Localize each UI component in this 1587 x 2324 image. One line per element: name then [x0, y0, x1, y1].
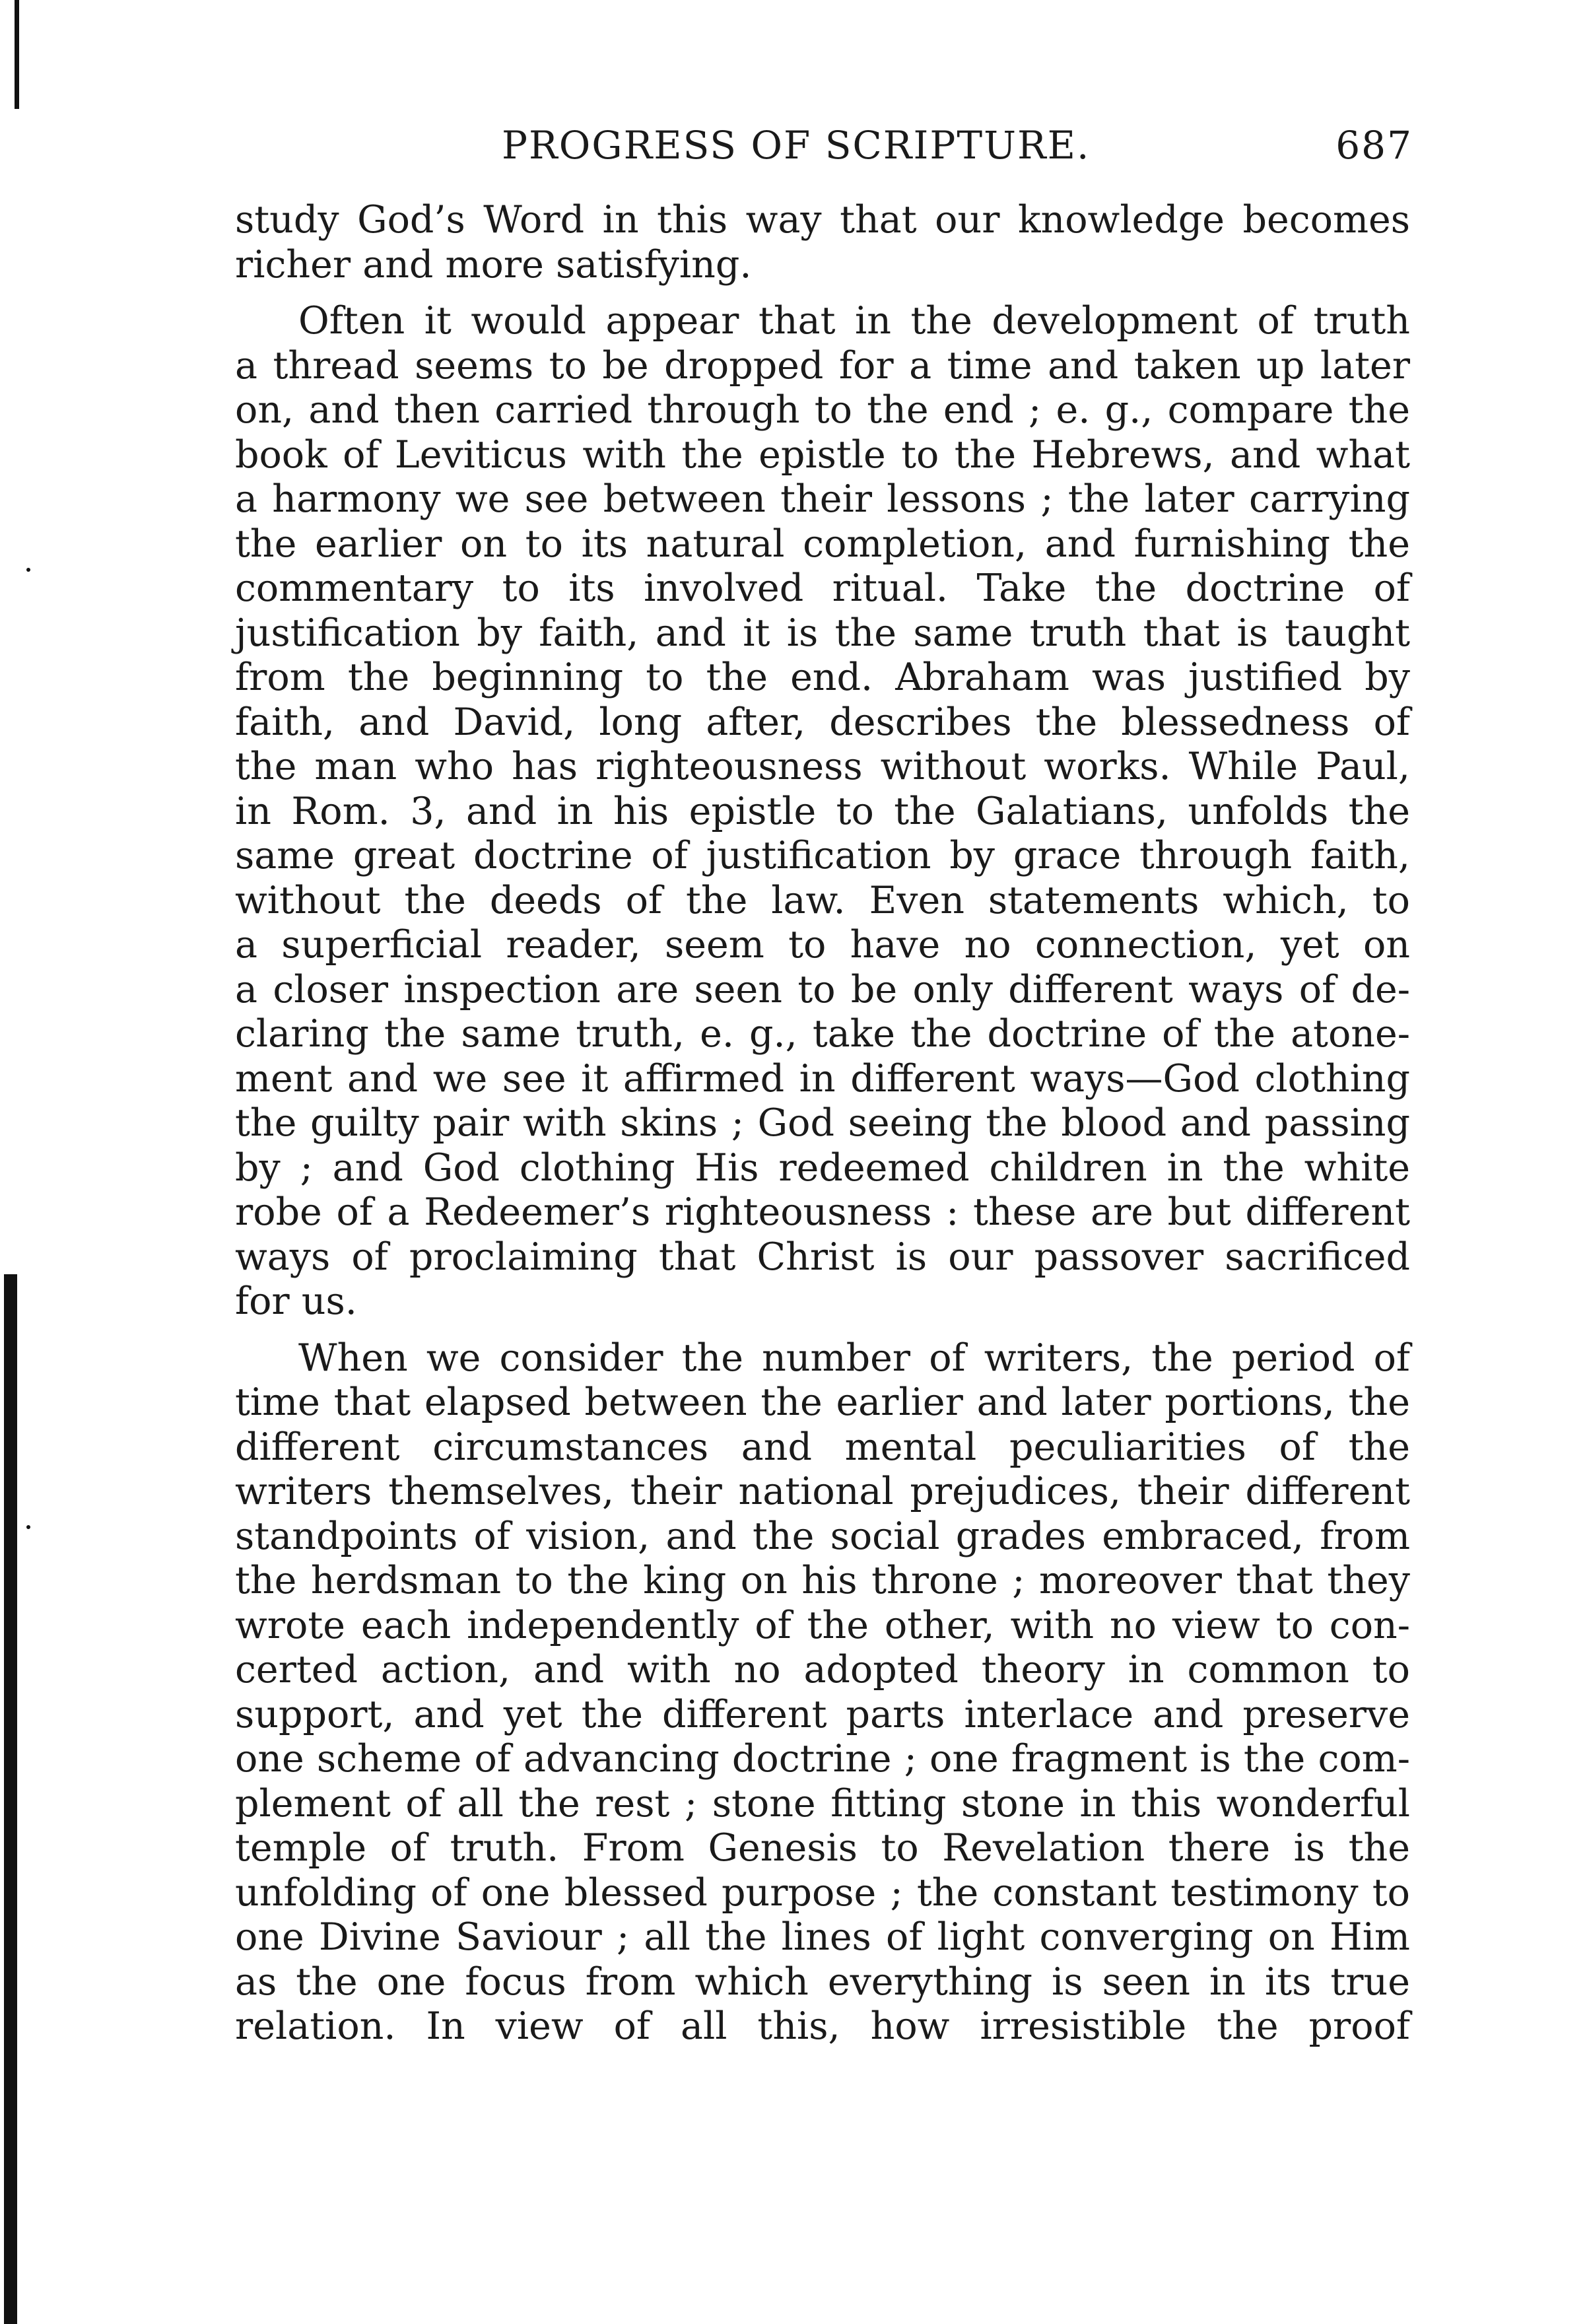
running-header — [502, 116, 1413, 175]
text-line: from the beginning to the end. Abraham was justified by — [235, 656, 1410, 699]
text-line: richer and more satisfying. — [235, 242, 752, 287]
text-line: When we consider the number of writers, the period of — [298, 1336, 1410, 1380]
text-line: on, and then carried through to the end ; e. g., compare the — [235, 388, 1410, 432]
binding-speck — [26, 1525, 30, 1529]
text-line: justification by faith, and it is the same truth that is taught — [235, 611, 1410, 655]
text-line: as the one focus from which everything is seen in its true — [235, 1960, 1410, 2004]
binding-edge-shadow — [4, 1274, 17, 2324]
paragraph — [235, 299, 1410, 1324]
text-line: writers themselves, their national prejudices, their different — [235, 1470, 1410, 1513]
text-line: a superficial reader, seem to have no connection, yet on — [235, 923, 1410, 967]
text-line: plement of all the rest ; stone fitting stone in this wonderful — [235, 1781, 1410, 1826]
text-line: one scheme of advancing doctrine ; one fragment is the com- — [235, 1737, 1410, 1781]
text-line: the man who has righteousness without works. While Paul, — [235, 745, 1410, 788]
text-line: different circumstances and mental peculiarities of the — [235, 1425, 1410, 1469]
running-title: PROGRESS OF SCRIPTURE. — [502, 123, 1091, 168]
text-line: in Rom. 3, and in his epistle to the Galatians, unfolds the — [235, 789, 1410, 833]
text-line: Often it would appear that in the development of truth — [298, 299, 1410, 343]
page-number: 687 — [1335, 123, 1413, 168]
text-line: robe of a Redeemer’s righteousness : these are but different — [235, 1190, 1410, 1234]
text-line: the earlier on to its natural completion, and furnishing the — [235, 522, 1410, 566]
text-line: standpoints of vision, and the social grades embraced, from — [235, 1514, 1410, 1558]
paragraph-gap — [235, 1324, 1410, 1336]
text-line: ment and we see it affirmed in different ways—God clothing — [235, 1056, 1410, 1101]
text-line: faith, and David, long after, describes the blessedness of — [235, 700, 1410, 744]
paragraph-gap — [235, 287, 1410, 299]
text-line: book of Leviticus with the epistle to the Hebrews, and what — [235, 432, 1410, 477]
text-line: by ; and God clothing His redeemed children in the white — [235, 1145, 1410, 1190]
text-line: temple of truth. From Genesis to Revelation there is the — [235, 1826, 1410, 1870]
paragraph — [235, 198, 1410, 287]
text-line: the guilty pair with skins ; God seeing the blood and passing — [235, 1101, 1410, 1145]
paragraph — [235, 1336, 1410, 2049]
text-line: unfolding of one blessed purpose ; the constant testimony to — [235, 1870, 1410, 1915]
text-line: same great doctrine of justification by grace through faith, — [235, 834, 1410, 877]
text-line: certed action, and with no adopted theory in common to — [235, 1648, 1410, 1692]
text-line: a thread seems to be dropped for a time and taken up later — [235, 343, 1410, 388]
text-line: support, and yet the different parts interlace and preserve — [235, 1692, 1410, 1736]
text-line: claring the same truth, e. g., take the doctrine of the atone- — [235, 1012, 1410, 1056]
text-line: ways of proclaiming that Christ is our passover sacrificed — [235, 1235, 1410, 1279]
binding-speck — [26, 568, 30, 572]
text-line: study God’s Word in this way that our knowledge becomes — [235, 198, 1410, 242]
text-line: for us. — [235, 1280, 357, 1323]
text-line: a harmony we see between their lessons ; the later carrying — [235, 477, 1410, 521]
text-line: a closer inspection are seen to be only different ways of de- — [235, 967, 1410, 1011]
binding-edge-mark — [15, 0, 19, 109]
text-line: commentary to its involved ritual. Take the doctrine of — [235, 566, 1410, 610]
text-line: without the deeds of the law. Even statements which, to — [235, 878, 1410, 922]
text-line: the herdsman to the king on his throne ; moreover that they — [235, 1559, 1410, 1602]
text-line: wrote each independently of the other, with no view to con- — [235, 1603, 1410, 1647]
text-line: time that elapsed between the earlier and later portions, the — [235, 1381, 1410, 1424]
body-text — [235, 198, 1410, 2049]
text-line: one Divine Saviour ; all the lines of light converging on Him — [235, 1915, 1410, 1959]
text-line: relation. In view of all this, how irresistible the proof — [235, 2004, 1410, 2048]
